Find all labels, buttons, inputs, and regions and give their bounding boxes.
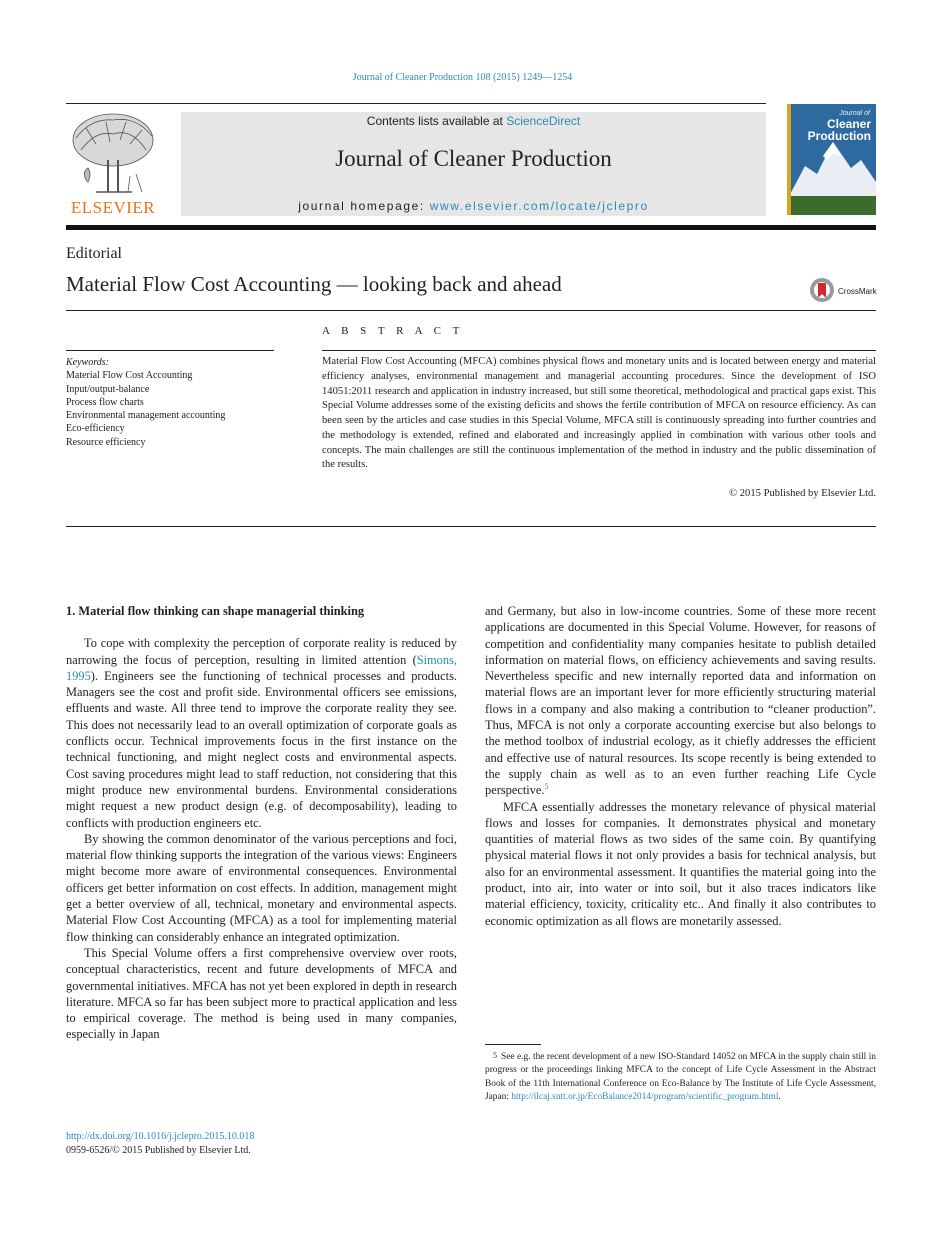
homepage-prefix: journal homepage:: [298, 199, 430, 213]
contents-line: [181, 114, 766, 128]
section-type: Editorial: [66, 245, 122, 262]
footnote-rule: [485, 1044, 541, 1045]
header-rule: [66, 103, 766, 104]
footnote: [485, 1049, 876, 1104]
crossmark-label: CrossMark: [838, 287, 877, 296]
abstract-copyright: © 2015 Published by Elsevier Ltd.: [729, 488, 876, 499]
homepage-link[interactable]: www.elsevier.com/locate/jclepro: [429, 199, 649, 213]
body-paragraph: [485, 603, 876, 799]
article-title: Material Flow Cost Accounting — looking back and ahead: [66, 272, 562, 296]
keyword: Material Flow Cost Accounting: [66, 370, 193, 382]
sciencedirect-link[interactable]: ScienceDirect: [506, 114, 581, 128]
abstract-bottom-rule: [66, 526, 876, 527]
tree-icon: [66, 110, 160, 198]
footnote-text: See e.g. the recent development of a new ISO-Standard 14052 on MFCA in the supply chain still in progress or the proceedings linking MFCA to the concept of Life Cycle Assessment in the Abstract Book of the 11th International Conference on Eco-Balance by The Institute of Life Cycle Assessment, Japan:: [485, 1052, 876, 1102]
keyword: Process flow charts: [66, 396, 144, 408]
footnote-marker[interactable]: 5: [544, 782, 549, 792]
footnote-number: 5: [493, 1051, 497, 1060]
keywords-block: [66, 356, 296, 449]
journal-homepage: [181, 199, 766, 213]
cover-title: [808, 118, 871, 142]
journal-cover[interactable]: [787, 104, 876, 215]
elsevier-wordmark: ELSEVIER: [70, 198, 156, 217]
title-rule: [66, 310, 876, 311]
journal-masthead: [181, 112, 766, 216]
keyword: Input/output-balance: [66, 383, 150, 395]
doi-link[interactable]: http://dx.doi.org/10.1016/j.jclepro.2015.10.018: [66, 1131, 255, 1142]
keyword: Resource efficiency: [66, 436, 146, 448]
abstract-heading: A B S T R A C T: [322, 325, 464, 337]
abstract-rule: [322, 350, 876, 351]
body-paragraph: By showing the common denominator of the various perceptions and foci, material flow thinking supports the integration of the various views: Engineers might become more aware of environmental consequences. Environmental officers get better information on cost effects. In addition, management might get a better overview of all, technical, monetary and environmental aspects. Material Flow Cost Accounting (MFCA) as a tool for implementing material flow thinking can considerably enhance an integrated optimization.: [66, 831, 457, 944]
elsevier-logo: [66, 110, 160, 218]
keywords-rule: [66, 350, 274, 351]
cover-line-3: Production: [807, 129, 871, 143]
journal-citation[interactable]: Journal of Cleaner Production 108 (2015) 1249—1254: [352, 72, 573, 83]
footnote-link[interactable]: http://ilcaj.sntt.or.jp/EcoBalance2014/program/scientific_program.html: [511, 1091, 779, 1102]
crossmark-badge[interactable]: [809, 277, 879, 305]
journal-title: Journal of Cleaner Production: [335, 146, 612, 171]
crossmark-icon: [809, 277, 835, 303]
body-paragraph: [66, 635, 457, 831]
paragraph-text: and Germany, but also in low-income countries. Some of these more recent applications are documented in this Special Volume. However, for reasons of competition and confidentiality many companies hesitate to publish detailed information on material flows, on efficiency achievements and saving results. Nevertheless specific and new internally reported data and information on material flows are an important lever for more efficiently structuring material flows in a company and also making a contribution to “cleaner production”. Thus, MFCA is not only a corporate accounting exercise but also belongs to the method toolbox of industrial ecology, as it chiefly addresses the efficient and effective use of natural resources. Its scope recently is being extended to the supply chain as well as to an even further reaching Life Cycle perspective.: [485, 604, 876, 798]
cover-line-2: Cleaner: [826, 117, 871, 131]
paragraph-text: To cope with complexity the perception of corporate reality is reduced by narrowing the focus of perception, resulting in limited attention (: [66, 636, 457, 667]
keyword: Eco-efficiency: [66, 423, 125, 435]
footnote-end: .: [778, 1091, 781, 1102]
contents-prefix: Contents lists available at: [366, 114, 507, 128]
cover-line-1: Journal of: [839, 110, 870, 117]
body-paragraph: This Special Volume offers a first comprehensive overview over roots, conceptual characteristics, recent and future developments of MFCA and governmental initiatives. MFCA has not yet been explored in depth in research literature. MFCA so far has been subject more to practical application and less to empirical coverage. The method is being used in many companies, especially in Japan: [66, 945, 457, 1042]
issn-line: 0959-6526/© 2015 Published by Elsevier Ltd.: [66, 1145, 251, 1156]
abstract-text: Material Flow Cost Accounting (MFCA) combines physical flows and monetary units and is located between energy and material efficiency analyses, environmental management and managerial accounting procedures. Since the development of ISO 14051:2011 research and application in industry increased, but still some theoretical, methodological and practical gaps exist. This Special Volume addresses some of the existing deficits and shows the fertile contribution of MFCA on resource efficiency. As can been seen by the articles and case studies in this Special Volume, MFCA still is continuously spreading into further countries and the methodology is extended, refined and elaborated and increasingly applied in combination with various other tools and concepts. The main challenges are still the continuous implementation of the method in industry and the public dissemination of the results.: [322, 356, 876, 471]
body-paragraph: MFCA essentially addresses the monetary relevance of physical material flows and losses for companies. It demonstrates physical and monetary quantities of material flows as two sides of the same coin. By quantifying physical material flows it not only provides a basis for technical analysis, but also for an environmental assessment. It quantifies the material going into the product, into air, into water or into soil, but it also traces indicators like material efficiency, toxicity, criticality etc.. And finally it also contributes to economic optimization as all flows are monetarily assessed.: [485, 799, 876, 928]
citation-link[interactable]: Simons, 1995: [66, 652, 457, 683]
body-column-left: [66, 603, 457, 1043]
masthead-rule: [66, 225, 876, 230]
keyword: Environmental management accounting: [66, 410, 226, 422]
keywords-label: Keywords:: [66, 357, 109, 368]
paragraph-text: ). Engineers see the functioning of technical processes and products. Managers see the cost and profit side. Environmental officers see emissions, effluents and waste. All three tend to improve the corporate reality they see. This does not necessarily lead to an overall optimization of corporate goals as conflicts occur. Technical improvements focus in the first instance on the technical functioning, and might neglect costs and environmental aspects. Cost saving procedures might lead to staff reduction, not considering that this might produce new environmental burdens. Environmental considerations might request a new product design (e.g. of decomposability), leading to conflicts with production engineers etc.: [66, 668, 457, 830]
body-column-right: [485, 603, 876, 929]
section-heading: 1. Material flow thinking can shape managerial thinking: [66, 604, 365, 618]
